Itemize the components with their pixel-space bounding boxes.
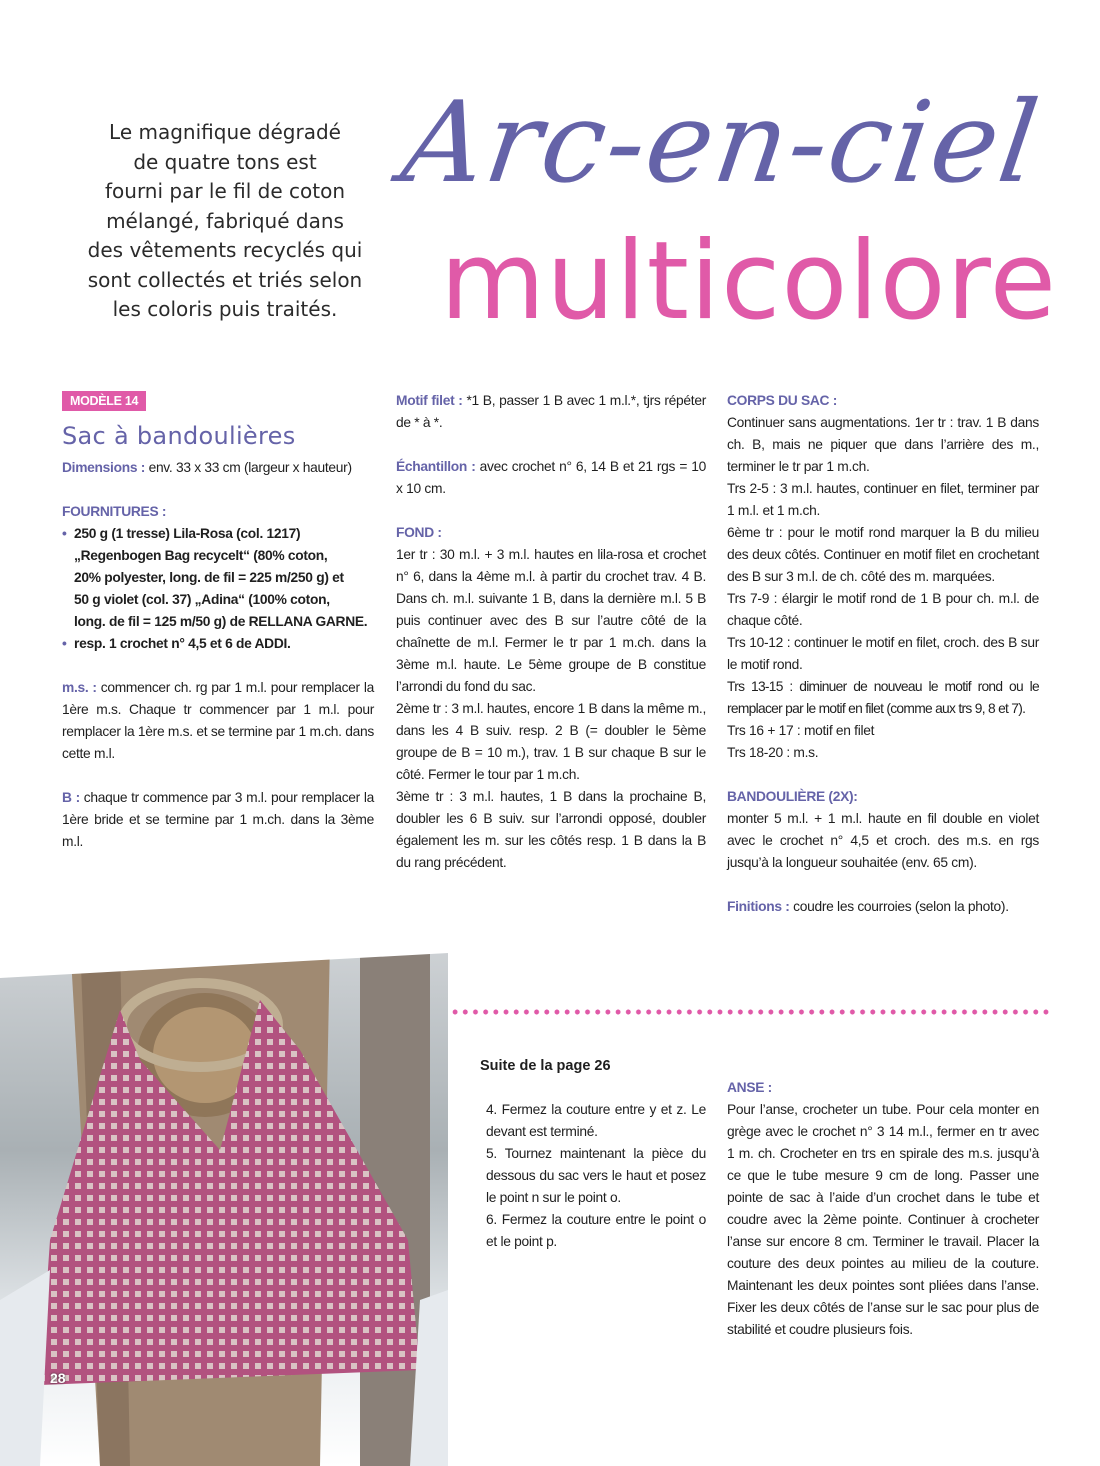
finitions-text: coudre les courroies (selon la photo). [789, 899, 1009, 914]
echantillon-label: Échantillon : [396, 459, 476, 474]
anse-heading: ANSE : [727, 1080, 772, 1095]
motif-paragraph [396, 390, 706, 434]
b-paragraph [62, 787, 374, 853]
dimensions-paragraph [62, 457, 374, 479]
title-script: Arc-en-ciel [395, 78, 1048, 208]
bag-photo [0, 940, 448, 1466]
materials-line: long. de fil = 125 m/50 g) de RELLANA GARNE. [74, 614, 368, 629]
ms-label: m.s. : [62, 680, 97, 695]
column-fond [396, 390, 706, 874]
materials-line: 20% polyester, long. de fil = 225 m/250 g) et [74, 570, 344, 585]
fond-p1: 1er tr : 30 m.l. + 3 m.l. hautes en lila-rosa et crochet n° 6, dans la 4ème m.l. à partir du crochet trav. 4 B. Dans ch. m.l. suivante 1 B, dans la dernière m.l. 5 B puis continuer avec des B sur l’autre côté de la chaînette de m.l. Fermer le tr par 1 m.ch. dans la 3ème m.l. haute. Le 5ème groupe de B constitue l’arrondi du fond du sac. [396, 547, 706, 694]
bag-photo-illustration [0, 940, 448, 1466]
materials-line: 50 g violet (col. 37) „Adina“ (100% coton, [74, 592, 330, 607]
fond-p2: 2ème tr : 3 m.l. hautes, encore 1 B dans la même m., dans les 4 B suiv. resp. 2 B (= doubler le 5ème groupe de B = 10 m.), trav. 1 B sur chaque B sur le côté. Fermer le tour par 1 m.ch. [396, 701, 706, 782]
materials-item: • resp. 1 crochet n° 4,5 et 6 de ADDI. [62, 633, 374, 655]
fournitures-heading: FOURNITURES : [62, 504, 167, 519]
echantillon-paragraph [396, 456, 706, 500]
page-number: 28 [50, 1370, 66, 1386]
model-badge: MODÈLE 14 [62, 391, 146, 411]
title-main: multicolore [440, 219, 1058, 344]
materials-list [62, 523, 374, 655]
intro-line: de quatre tons est [133, 149, 317, 174]
fond-p3: 3ème tr : 3 m.l. hautes, 1 B dans la prochaine B, doubler les 6 B suiv. sur l’arrondi opposé, doubler également les m. sur les côtés resp. 1 B dans la B du rang précédent. [396, 789, 706, 870]
column-materials [62, 390, 374, 875]
intro-line: des vêtements recyclés qui [87, 238, 363, 262]
intro-line: mélangé, fabriqué dans [106, 208, 344, 233]
project-subtitle: Sac à bandoulières [62, 422, 296, 450]
corps-line: Trs 7-9 : élargir le motif rond de 1 B pour ch. m.l. de chaque côté. [727, 591, 1039, 628]
corps-line: Trs 16 + 17 : motif en filet [727, 723, 875, 738]
ms-paragraph [62, 677, 374, 765]
materials-line: „Regenbogen Bag recycelt“ (80% coton, [74, 548, 328, 563]
column-corps [727, 390, 1039, 940]
corps-line: 6ème tr : pour le motif rond marquer la B du milieu des deux côtés. Continuer en motif filet en crochetant des B sur 3 m.l. de ch. côté des m. marquées. [727, 525, 1039, 584]
step-5: 5. Tournez maintenant la pièce du dessous du sac vers le haut et posez le point n sur le point o. [486, 1146, 706, 1205]
intro-line: fourni par le fil de coton [104, 179, 346, 203]
b-label: B : [62, 790, 80, 805]
materials-item [62, 523, 374, 633]
intro-line: sont collectés et triés selon [87, 267, 363, 292]
intro-line: Le magnifique dégradé [109, 120, 341, 144]
materials-line: • 250 g (1 tresse) Lila-Rosa (col. 1217) [74, 526, 301, 541]
anse-section [727, 1077, 1039, 1341]
suite-title: Suite de la page 26 [480, 1058, 611, 1074]
bandouliere-heading: BANDOULIÈRE (2X): [727, 789, 858, 804]
snow-left [0, 1270, 50, 1466]
motif-label: Motif filet : [396, 393, 463, 408]
echantillon-text: avec crochet n° 6, 14 B et 21 rgs = 10 x 10 cm. [396, 459, 706, 496]
finitions-label: Finitions : [727, 899, 790, 914]
suite-steps [482, 1099, 706, 1253]
b-text: chaque tr commence par 3 m.l. pour remplacer la 1ère bride et se termine par 1 m.ch. dans la 3ème m.l. [62, 790, 375, 849]
step-6: 6. Fermez la couture entre le point o et le point p. [486, 1212, 706, 1249]
bandouliere-text: monter 5 m.l. + 1 m.l. haute en fil double en violet avec le crochet n° 4,5 et croch. des m.s. en rgs jusqu’à la longueur souhaitée (env. 65 cm). [727, 811, 1039, 870]
dimensions-label: Dimensions : [62, 460, 146, 475]
ms-text: commencer ch. rg par 1 m.l. pour remplacer la 1ère m.s. Chaque tr commencer par 1 m.l. pour remplacer la 1ère m.s. et se termine par 1 m.ch. dans cette m.l. [62, 680, 374, 761]
dotted-divider [450, 1009, 1050, 1015]
motif-text: *1 B, passer 1 B avec 1 m.l.*, tjrs répéter de * à *. [396, 393, 706, 430]
intro-text [60, 118, 390, 325]
corps-line: Trs 2-5 : 3 m.l. hautes, continuer en filet, terminer par 1 m.l. et 1 m.ch. [727, 481, 1039, 518]
step-4: 4. Fermez la couture entre y et z. Le devant est terminé. [486, 1102, 706, 1139]
finitions-paragraph [727, 896, 1039, 918]
fond-heading: FOND : [396, 525, 442, 540]
corps-line: Continuer sans augmentations. 1er tr : trav. 1 B dans ch. B, mais ne piquer que dans l’arrière des m., terminer le tr par 1 m.ch. [727, 415, 1039, 474]
corps-heading: CORPS DU SAC : [727, 393, 838, 408]
corps-line: Trs 18-20 : m.s. [727, 745, 819, 760]
intro-line: les coloris puis traités. [112, 297, 338, 321]
corps-line: Trs 10-12 : continuer le motif en filet, croch. des B sur le motif rond. [727, 635, 1039, 672]
dimensions-text: env. 33 x 33 cm (largeur x hauteur) [145, 460, 352, 475]
corps-line: Trs 13-15 : diminuer de nouveau le motif rond ou le remplacer par le motif en filet (comme aux trs 9, 8 et 7). [727, 679, 1039, 716]
anse-text: Pour l’anse, crocheter un tube. Pour cela monter en grège avec le crochet n° 3 14 m.l., fermer en tr avec 1 m. ch. Crocheter en trs en spirale des m.s. jusqu’à ce que le tube mesure 9 cm de long. Passer une pointe de sac à l’aide d’un crochet dans le tube et coudre avec la 2ème pointe. Continuer à crocheter l’anse sur encore 8 cm. Terminer le travail. Placer la couture des deux pointes au milieu de la couture. Maintenant les deux pointes sont pliées dans l’anse. Fixer les deux côtés de l’anse sur le sac pour plus de stabilité et coudre plusieurs fois. [727, 1102, 1039, 1337]
